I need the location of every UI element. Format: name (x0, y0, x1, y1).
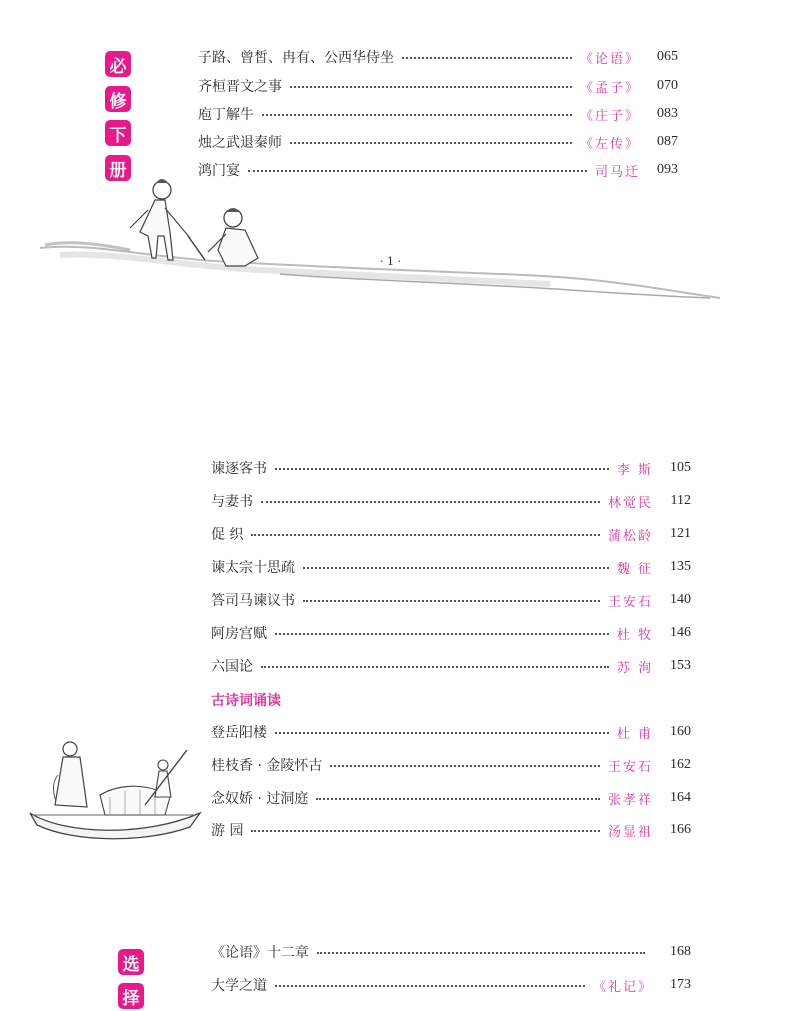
children-illustration (30, 170, 730, 310)
entry-page: 070 (657, 78, 678, 93)
entry-author: 王安石 (607, 759, 653, 775)
toc-entry[interactable] (211, 721, 691, 743)
entry-author: 杜 甫 (616, 726, 653, 742)
toc-entry[interactable] (211, 974, 691, 996)
entry-author: 《左传》 (579, 136, 640, 152)
leader-dots (290, 86, 572, 88)
entry-title: 大学之道 (211, 978, 267, 994)
entry-title: 谏太宗十思疏 (211, 560, 295, 576)
leader-dots (303, 600, 600, 602)
entry-author: 张孝祥 (607, 792, 653, 808)
toc-entry[interactable] (211, 523, 691, 545)
entry-page: 160 (670, 724, 691, 739)
entry-page: 093 (657, 162, 678, 177)
entry-author: 李 斯 (616, 462, 653, 478)
entry-page: 105 (670, 460, 691, 475)
entry-title: 鸿门宴 (198, 163, 240, 179)
toc-entry[interactable] (198, 46, 678, 68)
entry-title: 念奴娇 · 过洞庭 (211, 791, 309, 807)
section-heading-poems: 古诗词诵读 (211, 693, 281, 709)
badge-char: 册 (105, 155, 131, 181)
toc-entry[interactable] (211, 589, 691, 611)
entry-author: 《孟子》 (579, 80, 640, 96)
entry-title: 六国论 (211, 659, 253, 675)
entry-title: 阿房宫赋 (211, 626, 267, 642)
entry-page: 164 (670, 790, 691, 805)
entry-page: 087 (657, 134, 678, 149)
badge-char: 必 (105, 51, 131, 77)
leader-dots (317, 952, 645, 954)
page-marker: · 1 · (380, 255, 401, 268)
entry-author: 王安石 (607, 594, 653, 610)
entry-page: 153 (670, 658, 691, 673)
leader-dots (261, 501, 600, 503)
entry-title: 烛之武退秦师 (198, 135, 282, 151)
toc-entry[interactable] (211, 819, 691, 841)
entry-page: 083 (657, 106, 678, 121)
entry-title: 桂枝香 · 金陵怀古 (211, 758, 323, 774)
toc-entry[interactable] (211, 622, 691, 644)
leader-dots (316, 798, 600, 800)
toc-entry[interactable] (211, 754, 691, 776)
entry-title: 与妻书 (211, 494, 253, 510)
entry-author: 《庄子》 (579, 108, 640, 124)
leader-dots (402, 57, 572, 59)
entry-title: 促 织 (211, 527, 244, 543)
entry-author: 魏 征 (616, 561, 653, 577)
badge-char: 修 (105, 86, 131, 112)
leader-dots (251, 830, 600, 832)
toc-entry[interactable] (211, 490, 691, 512)
leader-dots (303, 567, 609, 569)
entry-title: 庖丁解牛 (198, 107, 254, 123)
entry-title: 子路、曾皙、冉有、公西华侍坐 (198, 50, 394, 66)
toc-entry[interactable] (211, 787, 691, 809)
badge-char: 择 (118, 983, 144, 1009)
entry-title: 登岳阳楼 (211, 725, 267, 741)
entry-author: 苏 洵 (616, 660, 653, 676)
leader-dots (290, 142, 572, 144)
entry-page: 173 (670, 977, 691, 992)
toc-entry[interactable] (211, 556, 691, 578)
entry-page: 065 (657, 49, 678, 64)
entry-title: 《论语》十二章 (211, 945, 309, 961)
entry-author: 杜 牧 (616, 627, 653, 643)
boat-illustration (25, 735, 210, 850)
entry-title: 答司马谏议书 (211, 593, 295, 609)
entry-page: 112 (670, 493, 691, 508)
leader-dots (330, 765, 600, 767)
entry-author: 司马迁 (594, 164, 640, 180)
entry-author: 汤显祖 (607, 824, 653, 840)
entry-page: 146 (670, 625, 691, 640)
entry-page: 162 (670, 757, 691, 772)
toc-entry[interactable] (211, 941, 691, 963)
toc-entry[interactable] (198, 103, 678, 125)
entry-page: 140 (670, 592, 691, 607)
leader-dots (275, 985, 585, 987)
entry-title: 齐桓晋文之事 (198, 79, 282, 95)
entry-author: 林觉民 (607, 495, 653, 511)
leader-dots (275, 468, 609, 470)
leader-dots (275, 732, 609, 734)
toc-entry[interactable] (211, 655, 691, 677)
leader-dots (275, 633, 609, 635)
entry-author: 《礼记》 (592, 979, 653, 995)
entry-page: 135 (670, 559, 691, 574)
badge-char: 选 (118, 949, 144, 975)
entry-author: 《论语》 (579, 51, 640, 67)
leader-dots (261, 666, 609, 668)
toc-entry[interactable] (198, 131, 678, 153)
toc-entry[interactable] (211, 457, 691, 479)
entry-title: 游 园 (211, 823, 244, 839)
entry-page: 168 (670, 944, 691, 959)
badge-char: 下 (105, 120, 131, 146)
entry-page: 121 (670, 526, 691, 541)
leader-dots (262, 114, 572, 116)
entry-page: 166 (670, 822, 691, 837)
entry-title: 谏逐客书 (211, 461, 267, 477)
entry-author: 蒲松龄 (607, 528, 653, 544)
leader-dots (251, 534, 600, 536)
toc-entry[interactable] (198, 75, 678, 97)
